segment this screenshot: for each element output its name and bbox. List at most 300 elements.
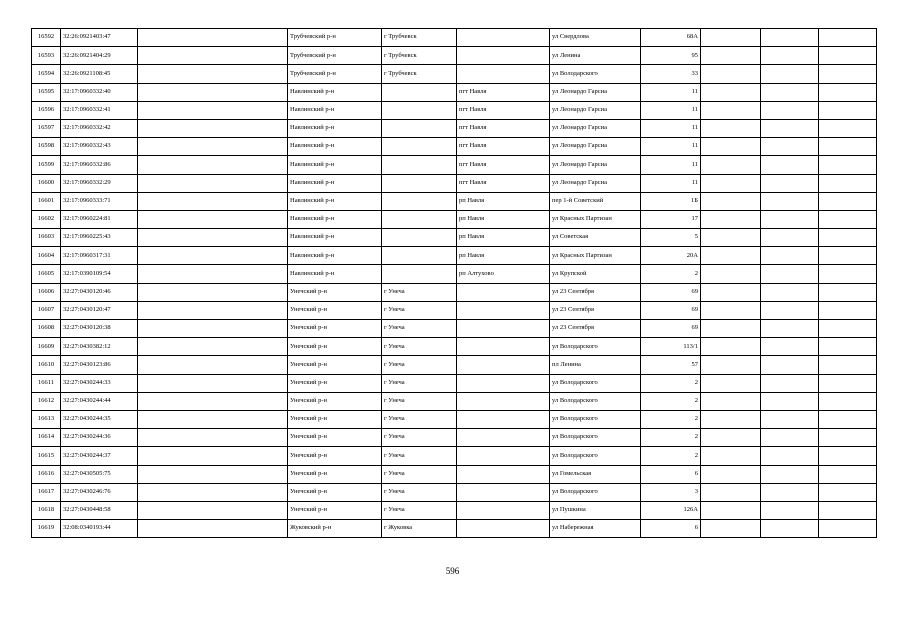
object-name-cell xyxy=(138,283,288,301)
extra-col-1-cell xyxy=(701,429,761,447)
extra-col-1-cell xyxy=(701,465,761,483)
table-row xyxy=(32,192,877,210)
city-cell: г Трубчевск xyxy=(382,29,457,47)
settlement-cell xyxy=(457,501,550,519)
row-number-cell: 16613 xyxy=(32,410,61,428)
registry-table-body xyxy=(32,29,877,538)
settlement-cell xyxy=(457,429,550,447)
table-row xyxy=(32,374,877,392)
object-name-cell xyxy=(138,138,288,156)
settlement-cell xyxy=(457,320,550,338)
object-name-cell xyxy=(138,320,288,338)
city-cell xyxy=(382,156,457,174)
city-cell: г Унеча xyxy=(382,465,457,483)
street-cell: ул Свердлова xyxy=(550,29,641,47)
district-cell: Трубчевский р-н xyxy=(288,65,382,83)
district-cell: Навлинский р-н xyxy=(288,83,382,101)
street-cell: ул Володарского xyxy=(550,392,641,410)
settlement-cell xyxy=(457,392,550,410)
row-number-cell: 16616 xyxy=(32,465,61,483)
extra-col-1-cell xyxy=(701,374,761,392)
extra-col-3-cell xyxy=(819,138,877,156)
extra-col-1-cell xyxy=(701,29,761,47)
cadastral-number-cell: 32:27:0430505:75 xyxy=(61,465,138,483)
extra-col-3-cell xyxy=(819,447,877,465)
district-cell: Трубчевский р-н xyxy=(288,47,382,65)
district-cell: Навлинский р-н xyxy=(288,174,382,192)
settlement-cell xyxy=(457,447,550,465)
table-row xyxy=(32,447,877,465)
extra-col-3-cell xyxy=(819,483,877,501)
extra-col-1-cell xyxy=(701,83,761,101)
table-row xyxy=(32,247,877,265)
settlement-cell: пгт Навля xyxy=(457,174,550,192)
extra-col-3-cell xyxy=(819,283,877,301)
district-cell: Навлинский р-н xyxy=(288,210,382,228)
extra-col-3-cell xyxy=(819,338,877,356)
district-cell: Унечский р-н xyxy=(288,320,382,338)
street-cell: ул Ленина xyxy=(550,47,641,65)
cadastral-number-cell: 32:17:0960332:42 xyxy=(61,119,138,137)
city-cell: г Унеча xyxy=(382,501,457,519)
house-number-cell: 11 xyxy=(641,119,701,137)
object-name-cell xyxy=(138,247,288,265)
settlement-cell: рп Навля xyxy=(457,229,550,247)
extra-col-1-cell xyxy=(701,501,761,519)
extra-col-3-cell xyxy=(819,320,877,338)
row-number-cell: 16593 xyxy=(32,47,61,65)
house-number-cell: 17 xyxy=(641,210,701,228)
extra-col-2-cell xyxy=(761,374,819,392)
house-number-cell: 69 xyxy=(641,301,701,319)
street-cell: ул Набережная xyxy=(550,520,641,538)
row-number-cell: 16595 xyxy=(32,83,61,101)
table-row xyxy=(32,65,877,83)
house-number-cell: 2 xyxy=(641,374,701,392)
extra-col-2-cell xyxy=(761,247,819,265)
table-row xyxy=(32,119,877,137)
extra-col-2-cell xyxy=(761,47,819,65)
settlement-cell xyxy=(457,465,550,483)
row-number-cell: 16618 xyxy=(32,501,61,519)
street-cell: ул Володарского xyxy=(550,429,641,447)
district-cell: Унечский р-н xyxy=(288,447,382,465)
district-cell: Навлинский р-н xyxy=(288,265,382,283)
street-cell: ул Володарского xyxy=(550,483,641,501)
extra-col-3-cell xyxy=(819,429,877,447)
row-number-cell: 16600 xyxy=(32,174,61,192)
district-cell: Унечский р-н xyxy=(288,338,382,356)
page-number: 596 xyxy=(445,566,460,576)
table-row xyxy=(32,156,877,174)
extra-col-1-cell xyxy=(701,356,761,374)
house-number-cell: 2 xyxy=(641,392,701,410)
extra-col-3-cell xyxy=(819,410,877,428)
object-name-cell xyxy=(138,119,288,137)
house-number-cell: 6 xyxy=(641,465,701,483)
settlement-cell xyxy=(457,338,550,356)
row-number-cell: 16607 xyxy=(32,301,61,319)
extra-col-1-cell xyxy=(701,447,761,465)
street-cell: ул Советская xyxy=(550,229,641,247)
extra-col-1-cell xyxy=(701,156,761,174)
cadastral-number-cell: 32:27:0430244:35 xyxy=(61,410,138,428)
city-cell: г Жуковка xyxy=(382,520,457,538)
cadastral-number-cell: 32:17:0960332:43 xyxy=(61,138,138,156)
extra-col-3-cell xyxy=(819,29,877,47)
row-number-cell: 16594 xyxy=(32,65,61,83)
district-cell: Унечский р-н xyxy=(288,301,382,319)
row-number-cell: 16611 xyxy=(32,374,61,392)
extra-col-2-cell xyxy=(761,320,819,338)
district-cell: Унечский р-н xyxy=(288,356,382,374)
cadastral-number-cell: 32:27:0430244:37 xyxy=(61,447,138,465)
city-cell: г Унеча xyxy=(382,483,457,501)
extra-col-3-cell xyxy=(819,101,877,119)
district-cell: Унечский р-н xyxy=(288,429,382,447)
street-cell: ул Красных Партизан xyxy=(550,210,641,228)
extra-col-3-cell xyxy=(819,229,877,247)
extra-col-1-cell xyxy=(701,174,761,192)
object-name-cell xyxy=(138,156,288,174)
extra-col-3-cell xyxy=(819,301,877,319)
cadastral-number-cell: 32:08:0340193:44 xyxy=(61,520,138,538)
house-number-cell: 95 xyxy=(641,47,701,65)
cadastral-number-cell: 32:17:0960225:43 xyxy=(61,229,138,247)
extra-col-1-cell xyxy=(701,483,761,501)
district-cell: Жуковский р-н xyxy=(288,520,382,538)
row-number-cell: 16592 xyxy=(32,29,61,47)
table-row xyxy=(32,101,877,119)
row-number-cell: 16605 xyxy=(32,265,61,283)
district-cell: Навлинский р-н xyxy=(288,229,382,247)
extra-col-3-cell xyxy=(819,119,877,137)
house-number-cell: 6 xyxy=(641,520,701,538)
house-number-cell: 2 xyxy=(641,447,701,465)
street-cell: ул Володарского xyxy=(550,447,641,465)
city-cell xyxy=(382,101,457,119)
house-number-cell: 113/1 xyxy=(641,338,701,356)
settlement-cell: пгт Навля xyxy=(457,83,550,101)
row-number-cell: 16612 xyxy=(32,392,61,410)
object-name-cell xyxy=(138,101,288,119)
extra-col-3-cell xyxy=(819,520,877,538)
row-number-cell: 16614 xyxy=(32,429,61,447)
extra-col-2-cell xyxy=(761,83,819,101)
street-cell: пер 1-й Советский xyxy=(550,192,641,210)
cadastral-number-cell: 32:27:0430448:58 xyxy=(61,501,138,519)
table-row xyxy=(32,29,877,47)
cadastral-number-cell: 32:17:0960317:31 xyxy=(61,247,138,265)
settlement-cell: пгт Навля xyxy=(457,101,550,119)
district-cell: Унечский р-н xyxy=(288,483,382,501)
house-number-cell: 20А xyxy=(641,247,701,265)
house-number-cell: 11 xyxy=(641,156,701,174)
settlement-cell xyxy=(457,29,550,47)
house-number-cell: 68А xyxy=(641,29,701,47)
city-cell xyxy=(382,138,457,156)
extra-col-2-cell xyxy=(761,265,819,283)
city-cell: г Унеча xyxy=(382,374,457,392)
district-cell: Навлинский р-н xyxy=(288,119,382,137)
city-cell xyxy=(382,229,457,247)
extra-col-3-cell xyxy=(819,210,877,228)
settlement-cell: рп Алтухово xyxy=(457,265,550,283)
extra-col-1-cell xyxy=(701,138,761,156)
cadastral-number-cell: 32:27:0430123:86 xyxy=(61,356,138,374)
extra-col-2-cell xyxy=(761,392,819,410)
extra-col-3-cell xyxy=(819,65,877,83)
city-cell: г Унеча xyxy=(382,283,457,301)
table-row xyxy=(32,83,877,101)
city-cell xyxy=(382,174,457,192)
settlement-cell xyxy=(457,483,550,501)
house-number-cell: 5 xyxy=(641,229,701,247)
city-cell: г Унеча xyxy=(382,392,457,410)
city-cell: г Трубчевск xyxy=(382,65,457,83)
table-row xyxy=(32,47,877,65)
row-number-cell: 16597 xyxy=(32,119,61,137)
object-name-cell xyxy=(138,47,288,65)
street-cell: ул 23 Сентября xyxy=(550,320,641,338)
table-row xyxy=(32,174,877,192)
extra-col-2-cell xyxy=(761,29,819,47)
district-cell: Унечский р-н xyxy=(288,392,382,410)
row-number-cell: 16602 xyxy=(32,210,61,228)
cadastral-number-cell: 32:27:0430120:38 xyxy=(61,320,138,338)
house-number-cell: 2 xyxy=(641,410,701,428)
row-number-cell: 16610 xyxy=(32,356,61,374)
registry-table xyxy=(31,28,877,538)
row-number-cell: 16606 xyxy=(32,283,61,301)
street-cell: ул Гомельская xyxy=(550,465,641,483)
extra-col-1-cell xyxy=(701,283,761,301)
object-name-cell xyxy=(138,410,288,428)
table-row xyxy=(32,465,877,483)
extra-col-3-cell xyxy=(819,465,877,483)
house-number-cell: 3 xyxy=(641,483,701,501)
object-name-cell xyxy=(138,429,288,447)
extra-col-2-cell xyxy=(761,301,819,319)
table-row xyxy=(32,229,877,247)
extra-col-3-cell xyxy=(819,174,877,192)
settlement-cell xyxy=(457,410,550,428)
district-cell: Унечский р-н xyxy=(288,501,382,519)
extra-col-3-cell xyxy=(819,156,877,174)
street-cell: ул 23 Сентября xyxy=(550,301,641,319)
table-row xyxy=(32,410,877,428)
house-number-cell: 33 xyxy=(641,65,701,83)
extra-col-2-cell xyxy=(761,229,819,247)
object-name-cell xyxy=(138,356,288,374)
settlement-cell xyxy=(457,301,550,319)
house-number-cell: 1Б xyxy=(641,192,701,210)
cadastral-number-cell: 32:27:0430246:76 xyxy=(61,483,138,501)
row-number-cell: 16599 xyxy=(32,156,61,174)
extra-col-2-cell xyxy=(761,429,819,447)
street-cell: пл Ленина xyxy=(550,356,641,374)
district-cell: Навлинский р-н xyxy=(288,101,382,119)
table-row xyxy=(32,138,877,156)
extra-col-1-cell xyxy=(701,320,761,338)
object-name-cell xyxy=(138,501,288,519)
table-row xyxy=(32,429,877,447)
city-cell: г Унеча xyxy=(382,338,457,356)
extra-col-3-cell xyxy=(819,392,877,410)
city-cell: г Трубчевск xyxy=(382,47,457,65)
street-cell: ул Красных Партизан xyxy=(550,247,641,265)
cadastral-number-cell: 32:26:0921403:47 xyxy=(61,29,138,47)
object-name-cell xyxy=(138,338,288,356)
cadastral-number-cell: 32:17:0960332:86 xyxy=(61,156,138,174)
object-name-cell xyxy=(138,192,288,210)
house-number-cell: 11 xyxy=(641,174,701,192)
house-number-cell: 126А xyxy=(641,501,701,519)
row-number-cell: 16619 xyxy=(32,520,61,538)
row-number-cell: 16604 xyxy=(32,247,61,265)
settlement-cell: рп Навля xyxy=(457,210,550,228)
row-number-cell: 16598 xyxy=(32,138,61,156)
cadastral-number-cell: 32:17:0960332:41 xyxy=(61,101,138,119)
object-name-cell xyxy=(138,174,288,192)
settlement-cell: пгт Навля xyxy=(457,156,550,174)
table-row xyxy=(32,210,877,228)
district-cell: Унечский р-н xyxy=(288,410,382,428)
house-number-cell: 2 xyxy=(641,265,701,283)
object-name-cell xyxy=(138,392,288,410)
extra-col-2-cell xyxy=(761,501,819,519)
city-cell: г Унеча xyxy=(382,429,457,447)
extra-col-2-cell xyxy=(761,101,819,119)
street-cell: ул Леонардо Гарсиа xyxy=(550,119,641,137)
extra-col-3-cell xyxy=(819,501,877,519)
street-cell: ул Крупской xyxy=(550,265,641,283)
cadastral-number-cell: 32:27:0430120:47 xyxy=(61,301,138,319)
extra-col-2-cell xyxy=(761,119,819,137)
cadastral-number-cell: 32:17:0960224:81 xyxy=(61,210,138,228)
table-row xyxy=(32,320,877,338)
row-number-cell: 16615 xyxy=(32,447,61,465)
street-cell: ул Володарского xyxy=(550,338,641,356)
settlement-cell: пгт Навля xyxy=(457,119,550,137)
extra-col-1-cell xyxy=(701,192,761,210)
table-row xyxy=(32,501,877,519)
row-number-cell: 16617 xyxy=(32,483,61,501)
settlement-cell xyxy=(457,47,550,65)
district-cell: Навлинский р-н xyxy=(288,138,382,156)
table-row xyxy=(32,356,877,374)
district-cell: Унечский р-н xyxy=(288,465,382,483)
table-row xyxy=(32,338,877,356)
table-row xyxy=(32,483,877,501)
settlement-cell: пгт Навля xyxy=(457,138,550,156)
extra-col-2-cell xyxy=(761,356,819,374)
street-cell: ул Леонардо Гарсиа xyxy=(550,138,641,156)
cadastral-number-cell: 32:27:0430244:33 xyxy=(61,374,138,392)
house-number-cell: 69 xyxy=(641,320,701,338)
street-cell: ул Володарского xyxy=(550,374,641,392)
object-name-cell xyxy=(138,229,288,247)
object-name-cell xyxy=(138,483,288,501)
object-name-cell xyxy=(138,374,288,392)
extra-col-1-cell xyxy=(701,520,761,538)
object-name-cell xyxy=(138,65,288,83)
street-cell: ул Леонардо Гарсиа xyxy=(550,101,641,119)
city-cell: г Унеча xyxy=(382,301,457,319)
extra-col-1-cell xyxy=(701,119,761,137)
extra-col-1-cell xyxy=(701,229,761,247)
district-cell: Унечский р-н xyxy=(288,374,382,392)
object-name-cell xyxy=(138,301,288,319)
object-name-cell xyxy=(138,465,288,483)
house-number-cell: 11 xyxy=(641,138,701,156)
city-cell xyxy=(382,247,457,265)
city-cell: г Унеча xyxy=(382,410,457,428)
extra-col-3-cell xyxy=(819,47,877,65)
house-number-cell: 11 xyxy=(641,83,701,101)
extra-col-2-cell xyxy=(761,447,819,465)
table-row xyxy=(32,283,877,301)
table-row xyxy=(32,392,877,410)
extra-col-2-cell xyxy=(761,156,819,174)
extra-col-3-cell xyxy=(819,374,877,392)
city-cell: г Унеча xyxy=(382,320,457,338)
settlement-cell xyxy=(457,374,550,392)
extra-col-2-cell xyxy=(761,174,819,192)
row-number-cell: 16603 xyxy=(32,229,61,247)
row-number-cell: 16601 xyxy=(32,192,61,210)
extra-col-1-cell xyxy=(701,247,761,265)
city-cell xyxy=(382,210,457,228)
settlement-cell xyxy=(457,283,550,301)
object-name-cell xyxy=(138,520,288,538)
district-cell: Унечский р-н xyxy=(288,283,382,301)
extra-col-1-cell xyxy=(701,47,761,65)
extra-col-3-cell xyxy=(819,83,877,101)
object-name-cell xyxy=(138,29,288,47)
object-name-cell xyxy=(138,447,288,465)
city-cell xyxy=(382,192,457,210)
district-cell: Трубчевский р-н xyxy=(288,29,382,47)
extra-col-2-cell xyxy=(761,465,819,483)
cadastral-number-cell: 32:27:0430120:46 xyxy=(61,283,138,301)
street-cell: ул Леонардо Гарсиа xyxy=(550,174,641,192)
extra-col-3-cell xyxy=(819,265,877,283)
district-cell: Навлинский р-н xyxy=(288,192,382,210)
extra-col-2-cell xyxy=(761,338,819,356)
extra-col-1-cell xyxy=(701,265,761,283)
house-number-cell: 57 xyxy=(641,356,701,374)
street-cell: ул Пушкина xyxy=(550,501,641,519)
extra-col-2-cell xyxy=(761,483,819,501)
object-name-cell xyxy=(138,83,288,101)
settlement-cell xyxy=(457,520,550,538)
city-cell xyxy=(382,83,457,101)
table-row xyxy=(32,301,877,319)
extra-col-1-cell xyxy=(701,65,761,83)
extra-col-2-cell xyxy=(761,65,819,83)
extra-col-1-cell xyxy=(701,210,761,228)
district-cell: Навлинский р-н xyxy=(288,247,382,265)
cadastral-number-cell: 32:27:0430244:36 xyxy=(61,429,138,447)
extra-col-2-cell xyxy=(761,410,819,428)
extra-col-3-cell xyxy=(819,356,877,374)
city-cell: г Унеча xyxy=(382,447,457,465)
extra-col-2-cell xyxy=(761,210,819,228)
settlement-cell xyxy=(457,65,550,83)
street-cell: ул Леонардо Гарсиа xyxy=(550,83,641,101)
row-number-cell: 16609 xyxy=(32,338,61,356)
